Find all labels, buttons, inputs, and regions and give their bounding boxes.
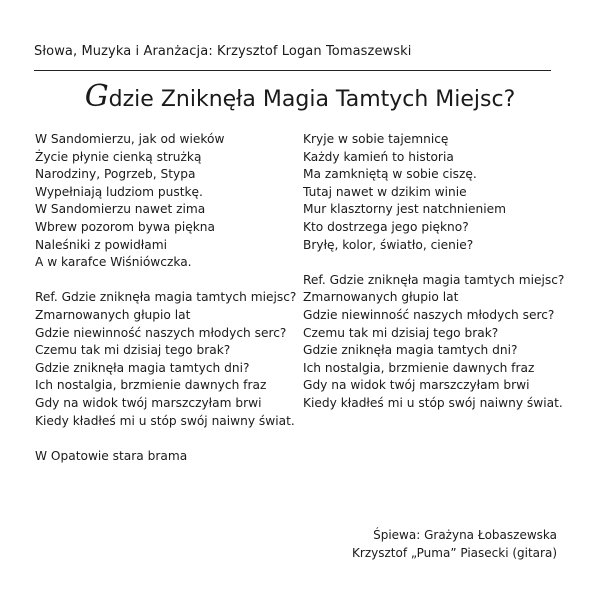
performer-credits — [352, 527, 557, 562]
verse-3 — [35, 448, 295, 466]
lyric-line: Gdzie zniknęła magia tamtych dni? — [35, 360, 250, 375]
lyric-line: Życie płynie cienką strużką — [35, 149, 202, 164]
lyric-line: Zmarnowanych głupio lat — [303, 290, 459, 305]
stanza-gap — [35, 272, 295, 290]
lyric-line: Gdy na widok twój marszczyłam brwi — [35, 395, 262, 410]
lyrics-right-column — [303, 131, 573, 413]
lyric-line: Ma zamkniętą w sobie ciszę. — [303, 167, 477, 182]
lyric-line: Narodziny, Pogrzeb, Stypa — [35, 167, 196, 182]
lyric-line: Gdzie niewinność naszych młodych serc? — [303, 307, 555, 322]
guitar-credit: Krzysztof „Puma” Piasecki (gitara) — [352, 545, 557, 560]
lyric-line: Bryłę, kolor, światło, cienie? — [303, 237, 474, 252]
lyric-line: Kto dostrzega jego piękno? — [303, 219, 469, 234]
lyric-line: Wbrew pozorom bywa piękna — [35, 219, 215, 234]
title-initial: G — [84, 79, 109, 114]
song-title — [0, 79, 600, 114]
lyric-line: Ich nostalgia, brzmienie dawnych fraz — [35, 378, 267, 393]
refrain-left — [35, 289, 295, 430]
header-divider — [34, 70, 551, 71]
lyric-line: W Sandomierzu nawet zima — [35, 202, 206, 217]
lyric-line: Gdzie zniknęła magia tamtych dni? — [303, 343, 518, 358]
lyric-line: Czemu tak mi dzisiaj tego brak? — [35, 343, 231, 358]
lyric-line: Naleśniki z powidłami — [35, 237, 167, 252]
lyric-line: A w karafce Wiśniówczka. — [35, 255, 192, 270]
stanza-gap — [35, 430, 295, 448]
lyric-line: Kiedy kładłeś mi u stóp swój naiwny świat. — [35, 413, 295, 428]
lyric-line: Ich nostalgia, brzmienie dawnych fraz — [303, 360, 535, 375]
verse-2 — [303, 131, 573, 254]
lyric-line: Czemu tak mi dzisiaj tego brak? — [303, 325, 499, 340]
lyric-line: W Opatowie stara brama — [35, 448, 188, 463]
lyric-line: Wypełniają ludziom pustkę. — [35, 184, 203, 199]
refrain-right — [303, 272, 573, 413]
lyric-line: Mur klasztorny jest natchnieniem — [303, 202, 506, 217]
lyric-line: Ref. Gdzie zniknęła magia tamtych miejsc? — [35, 290, 297, 305]
title-text: dzie Zniknęła Magia Tamtych Miejsc? — [108, 87, 516, 112]
stanza-gap — [303, 254, 573, 272]
lyrics-left-column — [35, 131, 295, 465]
lyric-line: Kryje w sobie tajemnicę — [303, 132, 449, 146]
singer-credit: Śpiewa: Grażyna Łobaszewska — [373, 528, 557, 542]
lyric-line: Tutaj nawet w dzikim winie — [303, 184, 467, 199]
verse-1 — [35, 131, 295, 272]
lyric-line: W Sandomierzu, jak od wieków — [35, 132, 225, 146]
lyric-line: Gdy na widok twój marszczyłam brwi — [303, 378, 530, 393]
lyric-line: Gdzie niewinność naszych młodych serc? — [35, 325, 287, 340]
lyric-line: Ref. Gdzie zniknęła magia tamtych miejsc? — [303, 272, 565, 287]
header-credits: Słowa, Muzyka i Aranżacja: Krzysztof Logan Tomaszewski — [34, 44, 412, 59]
lyric-line: Każdy kamień to historia — [303, 149, 454, 164]
lyric-line: Zmarnowanych głupio lat — [35, 307, 191, 322]
lyric-line: Kiedy kładłeś mi u stóp swój naiwny świat. — [303, 395, 563, 410]
